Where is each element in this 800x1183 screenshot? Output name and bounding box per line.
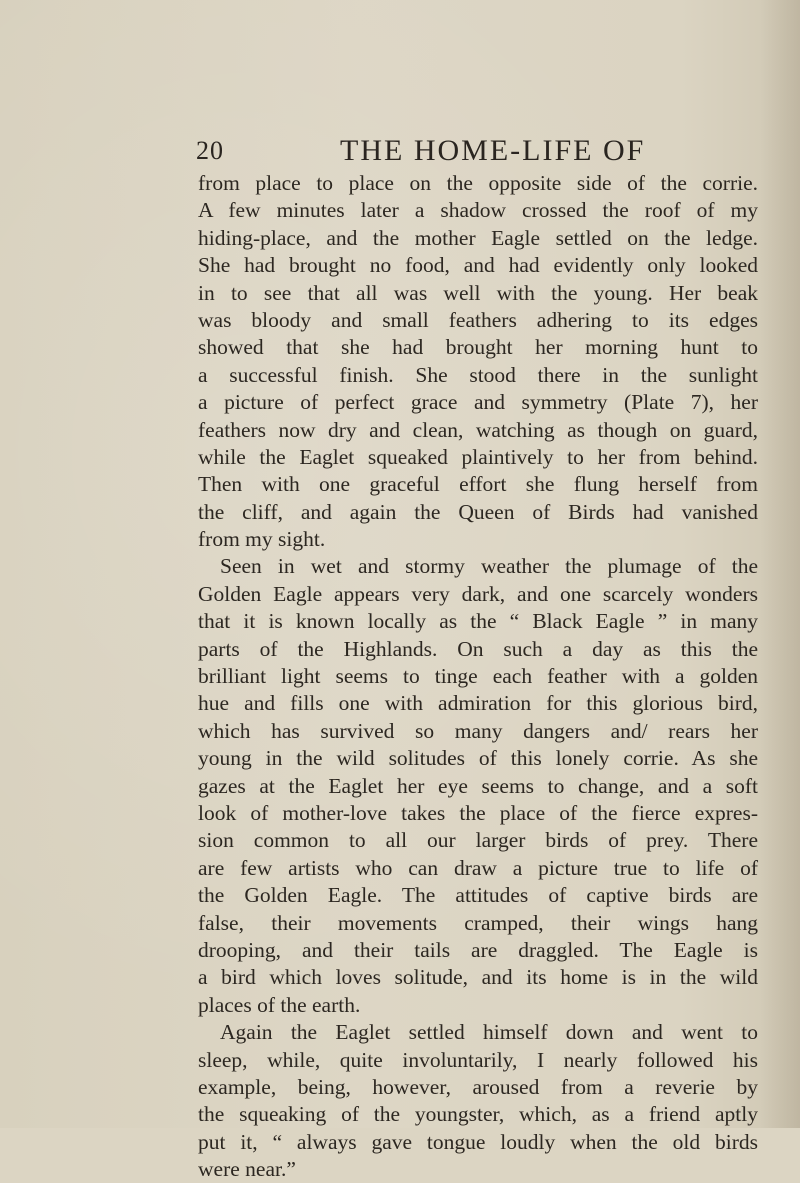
text-line: in to see that all was well with the young. Her beak (198, 280, 758, 305)
text-line: the squeaking of the youngster, which, as a friend aptly (198, 1102, 758, 1127)
text-line: the Golden Eagle. The attitudes of captive birds are (198, 883, 758, 908)
text-line: hue and fills one with admiration for this glorious bird, (198, 691, 758, 716)
text-line: Then with one graceful effort she flung herself from (198, 472, 758, 497)
text-line: drooping, and their tails are draggled. The Eagle is (198, 937, 758, 962)
text-line: young in the wild solitudes of this lonely corrie. As she (198, 746, 758, 771)
text-line: feathers now dry and clean, watching as though on guard, (198, 417, 758, 442)
paragraph-start-line: Again the Eaglet settled himself down and went to (220, 1020, 758, 1045)
body-text (198, 170, 758, 1183)
text-line: example, being, however, aroused from a reverie by (198, 1074, 758, 1099)
text-line: a successful finish. She stood there in the sunlight (198, 362, 758, 387)
running-head (196, 134, 756, 174)
text-line: A few minutes later a shadow crossed the roof of my (198, 198, 758, 223)
text-line: parts of the Highlands. On such a day as this the (198, 636, 758, 661)
text-line: hiding-place, and the mother Eagle settled on the ledge. (198, 225, 758, 250)
text-line: that it is known locally as the “ Black Eagle ” in many (198, 609, 758, 634)
text-line: Golden Eagle appears very dark, and one scarcely wonders (198, 581, 758, 606)
text-line: from place to place on the opposite side of the corrie. (198, 171, 758, 195)
text-line: a picture of perfect grace and symmetry (Plate 7), her (198, 390, 758, 415)
text-line: She had brought no food, and had evidently only looked (198, 253, 758, 278)
running-title: THE HOME-LIFE OF (340, 134, 646, 167)
text-line: are few artists who can draw a picture true to life of (198, 855, 758, 880)
text-line: a bird which loves solitude, and its home is in the wild (198, 965, 758, 990)
text-line: the cliff, and again the Queen of Birds had vanished (198, 499, 758, 524)
text-line: from my sight. (198, 527, 326, 552)
text-line: while the Eaglet squeaked plaintively to her from behind. (198, 444, 758, 469)
text-line: places of the earth. (198, 992, 361, 1017)
text-line: put it, “ always gave tongue loudly when the old birds (198, 1129, 758, 1154)
text-line: were near.” (198, 1157, 296, 1182)
text-line: false, their movements cramped, their wings hang (198, 910, 758, 935)
page-edge-shadow (760, 0, 800, 1128)
text-line: brilliant light seems to tinge each feather with a golden (198, 664, 758, 689)
text-line: gazes at the Eaglet her eye seems to change, and a soft (198, 773, 758, 798)
text-line: look of mother-love takes the place of the fierce expres- (198, 800, 758, 825)
text-line: sleep, while, quite involuntarily, I nearly followed his (198, 1047, 758, 1072)
paragraph-start-line: Seen in wet and stormy weather the plumage of the (220, 554, 758, 579)
text-line: was bloody and small feathers adhering to its edges (198, 307, 758, 332)
text-line: which has survived so many dangers and/ rears her (198, 718, 758, 743)
text-line: showed that she had brought her morning hunt to (198, 335, 758, 360)
text-line: sion common to all our larger birds of prey. There (198, 828, 758, 853)
page-number: 20 (196, 136, 224, 165)
